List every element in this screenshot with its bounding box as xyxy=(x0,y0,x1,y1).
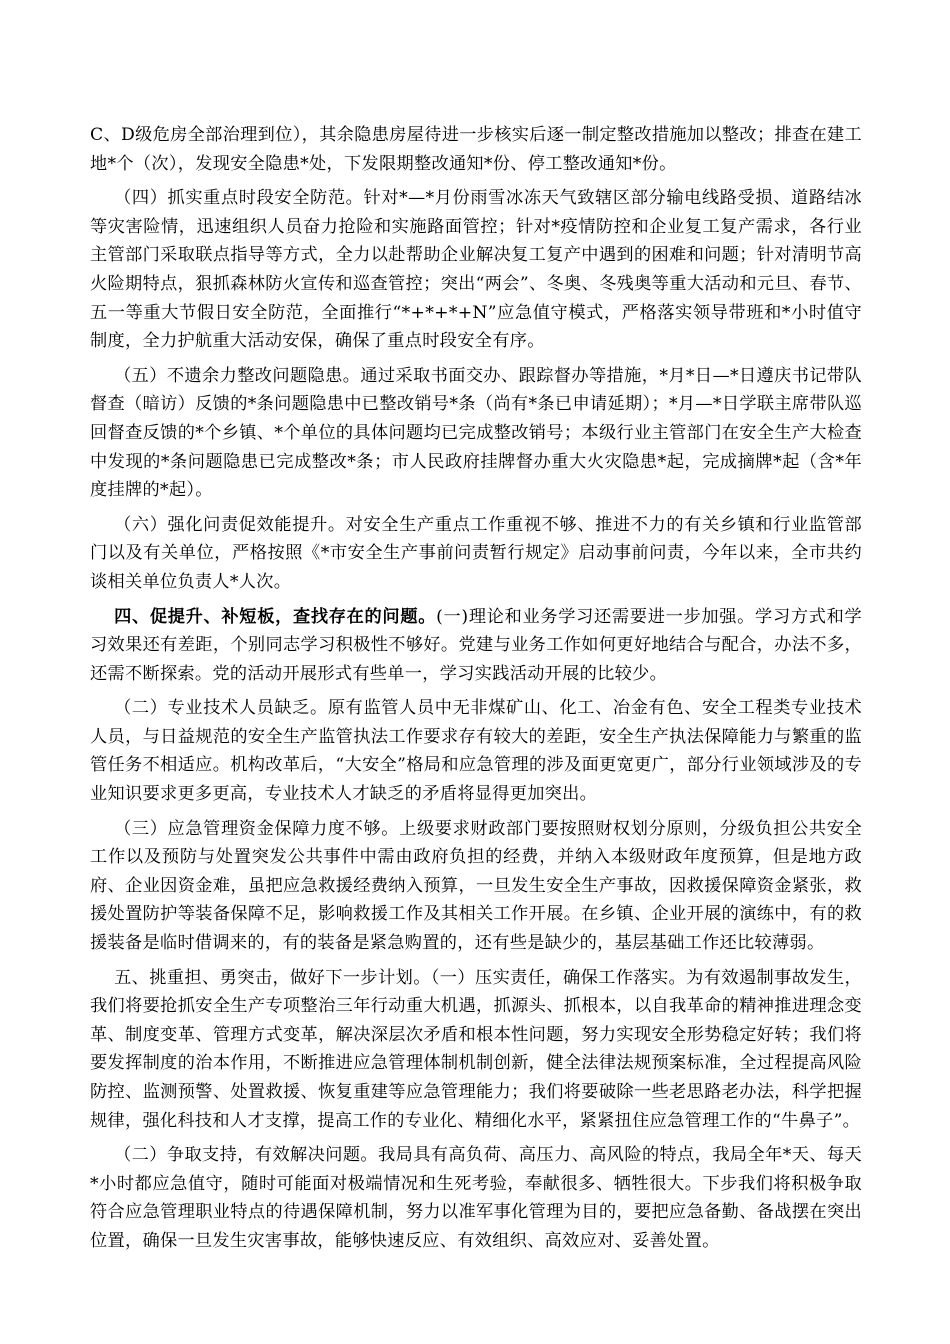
paragraph-text: （二）专业技术人员缺乏。原有监管人员中无非煤矿山、化工、冶金有色、安全工程类专业技术人员，与日益规范的安全生产监管执法工作要求存有较大的差距，安全生产执法保障能力与繁重的监管任务不相适应。机构改革后，“大安全”格局和应急管理的涉及面更宽更广，部分行业领域涉及的专业知识要求更多更高，专业技术人才缺乏的矛盾将显得更加突出。 xyxy=(90,698,862,805)
paragraph-section-5 xyxy=(90,362,862,505)
paragraph-problem-3 xyxy=(90,815,862,958)
paragraph-heading-problems xyxy=(90,603,862,689)
paragraph-text: （四）抓实重点时段安全防范。针对*—*月份雨雪冰冻天气致辖区部分输电线路受损、道路结冰等灾害险情，迅速组织人员奋力抢险和实施路面管控；针对*疫情防控和企业复工复产需求，各行业主管部门采取联点指导等方式，全力以赴帮助企业解决复工复产中遇到的困难和问题；针对清明节高火险期特点，狠抓森林防火宣传和巡查管控；突出“两会”、冬奥、冬残奥等重大活动和元旦、春节、五一等重大节假日安全防范，全面推行“*+*+*+N”应急值守模式，严格落实领导带班和*小时值守制度，全力护航重大活动安保，确保了重点时段安全有序。 xyxy=(90,188,862,352)
paragraph-continuation xyxy=(90,121,862,178)
paragraph-section-6 xyxy=(90,511,862,597)
paragraph-heading: 四、促提升、补短板，查找存在的问题。 xyxy=(114,606,437,627)
paragraph-text: C、D级危房全部治理到位），其余隐患房屋待进一步核实后逐一制定整改措施加以整改；排查在建工地*个（次），发现安全隐患*处，下发限期整改通知*份、停工整改通知*份。 xyxy=(90,125,862,174)
document-page xyxy=(90,121,862,1262)
paragraph-text: （三）应急管理资金保障力度不够。上级要求财政部门要按照财权划分原则，分级负担公共安全工作以及预防与处置突发公共事件中需由政府负担的经费，并纳入本级财政年度预算，但是地方政府、企业因资金难，虽把应急救援经费纳入预算，一旦发生安全生产事故，因救援保障资金紧张，救援处置防护等装备保障不足，影响救援工作及其相关工作开展。在乡镇、企业开展的演练中，有的救援装备是临时借调来的，有的装备是紧急购置的，还有些是缺少的，基层基础工作还比较薄弱。 xyxy=(90,818,862,954)
paragraph-problem-2 xyxy=(90,694,862,808)
paragraph-section-4 xyxy=(90,184,862,356)
paragraph-text: (一)理论和业务学习还需要进一步加强。学习方式和学习效果还有差距，个别同志学习积极性不够好。党建与业务工作如何更好地结合与配合，办法不多，还需不断探索。党的活动开展形式有些单一，学习实践活动开展的比较少。 xyxy=(90,606,862,684)
paragraph-text: （六）强化问责促效能提升。对安全生产重点工作重视不够、推进不力的有关乡镇和行业监管部门以及有关单位，严格按照《*市安全生产事前问责暂行规定》启动事前问责，今年以来，全市共约谈相关单位负责人*人次。 xyxy=(90,514,862,592)
paragraph-text: （五）不遗余力整改问题隐患。通过采取书面交办、跟踪督办等措施，*月*日—*日遵庆书记带队督查（暗访）反馈的*条问题隐患中已整改销号*条（尚有*条已申请延期）；*月—*日学联主席带队巡回督查反馈的*个乡镇、*个单位的具体问题均已完成整改销号；本级行业主管部门在安全生产大检查中发现的*条问题隐患已完成整改*条；市人民政府挂牌督办重大火灾隐患*起，完成摘牌*起（含*年度挂牌的*起）。 xyxy=(90,365,862,501)
paragraph-text: 五、挑重担、勇突击，做好下一步计划。（一）压实责任，确保工作落实。为有效遏制事故发生，我们将要抢抓安全生产专项整治三年行动重大机遇，抓源头、抓根本，以自我革命的精神推进理念变革、制度变革、管理方式变革，解决深层次矛盾和根本性问题，努力实现安全形势稳定好转；我们将要发挥制度的治本作用，不断推进应急管理体制机制创新，健全法律法规预案标准，全过程提高风险防控、监测预警、处置救援、恢复重建等应急管理能力；我们将要破除一些老思路老办法，科学把握规律，强化科技和人才支撑，提高工作的专业化、精细化水平，紧紧扭住应急管理工作的“牛鼻子”。 xyxy=(90,967,862,1131)
paragraph-heading-plan xyxy=(90,964,862,1136)
paragraph-plan-2 xyxy=(90,1141,862,1255)
paragraph-text: （二）争取支持，有效解决问题。我局具有高负荷、高压力、高风险的特点，我局全年*天、每天*小时都应急值守，随时可能面对极端情况和生死考验，奉献很多、牺牲很大。下步我们将积极争取符合应急管理职业特点的待遇保障机制，努力以准军事化管理为目的，要把应急备勤、备战摆在突出位置，确保一旦发生灾害事故，能够快速反应、有效组织、高效应对、妥善处置。 xyxy=(90,1145,862,1251)
